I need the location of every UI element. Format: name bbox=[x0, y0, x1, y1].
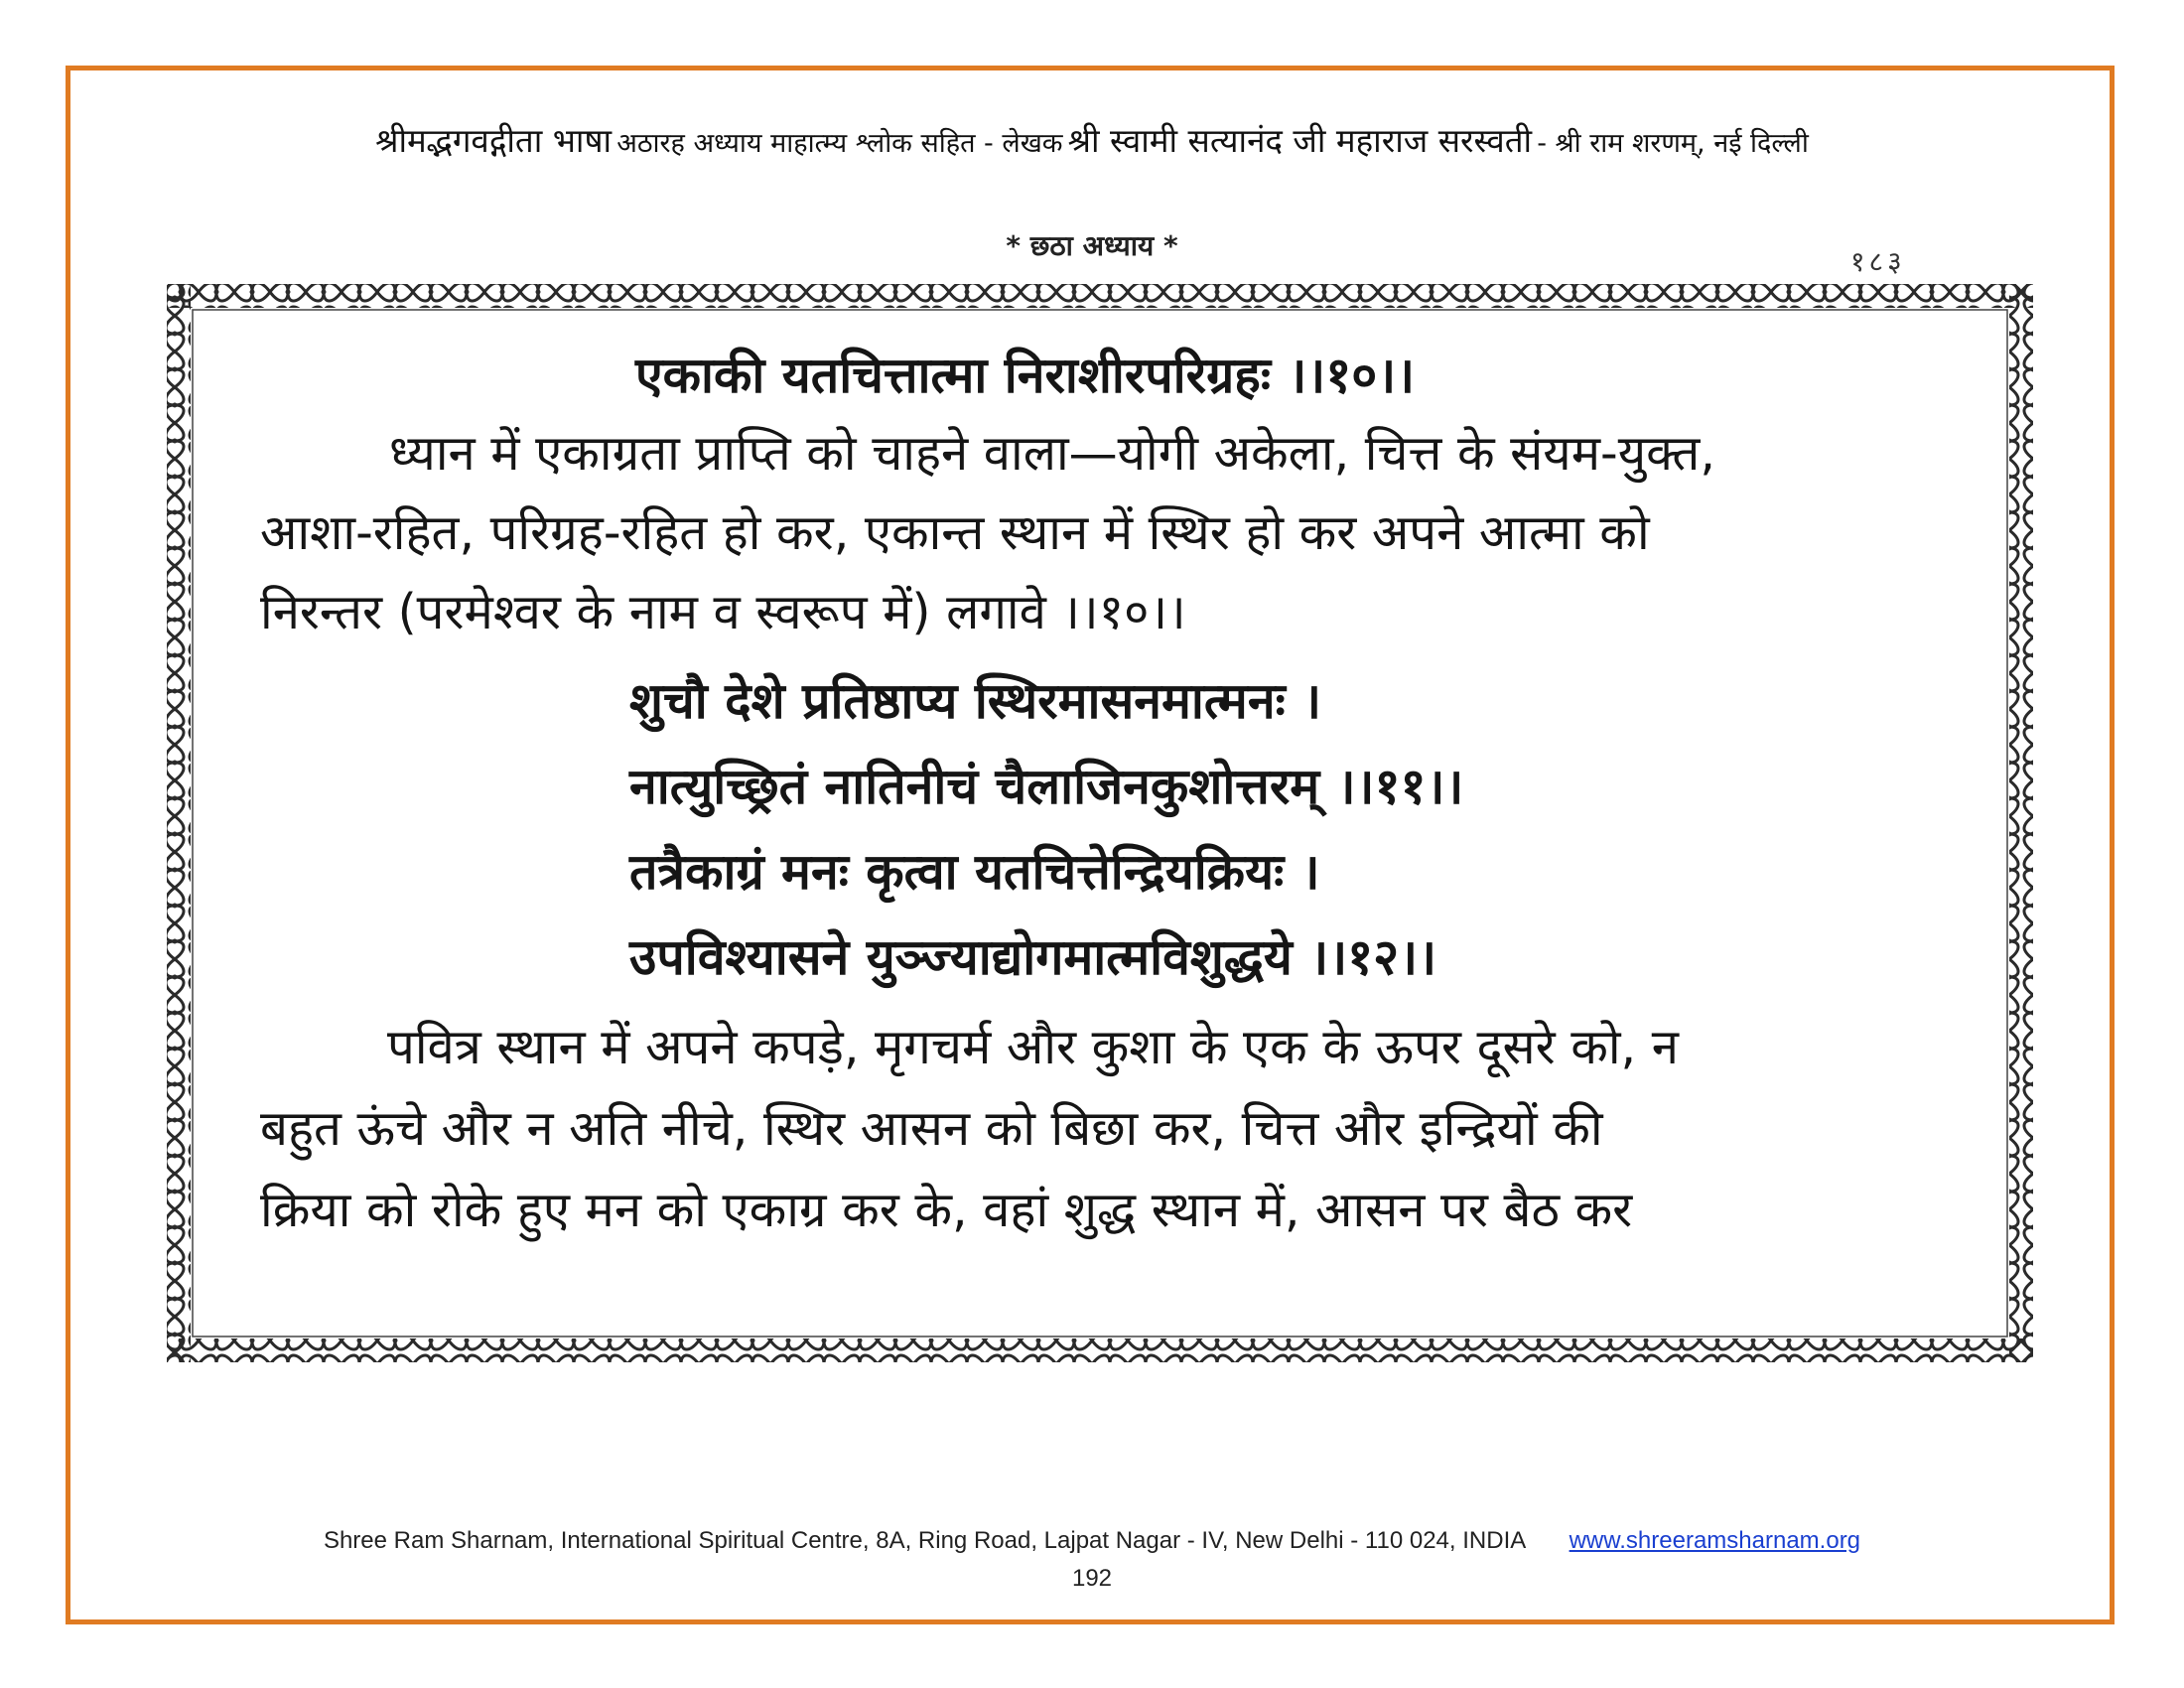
prose-line: पवित्र स्थान में अपने कपड़े, मृगचर्म और कुशा के एक के ऊपर दूसरे को, न bbox=[387, 1019, 1679, 1075]
footer-address: Shree Ram Sharnam, International Spiritual Centre, 8A, Ring Road, Lajpat Nagar - IV, New Delhi - 110 024, INDIA bbox=[323, 1527, 1525, 1554]
page-header bbox=[0, 117, 2184, 162]
page-footer bbox=[0, 1527, 2184, 1555]
header-publisher: - श्री राम शरणम्, नई दिल्ली bbox=[1537, 128, 1809, 159]
website-link[interactable]: www.shreeramsharnam.org bbox=[1569, 1527, 1861, 1554]
footer-page-number: 192 bbox=[1071, 1565, 1113, 1592]
verse-line: शुचौ देशे प्रतिष्ठाप्य स्थिरमासनमात्मनः । bbox=[629, 672, 1322, 730]
prose-line: क्रिया को रोके हुए मन को एकाग्र कर के, वहां शुद्ध स्थान में, आसन पर बैठ कर bbox=[260, 1182, 1633, 1238]
header-author: श्री स्वामी सत्यानंद जी महाराज सरस्वती bbox=[1067, 121, 1533, 160]
chapter-heading: * छठा अध्याय * bbox=[1006, 229, 1178, 262]
scan-page-number: १८३ bbox=[1850, 245, 1906, 278]
header-title-subtitle: अठारह अध्याय माहात्म्य श्लोक सहित - लेखक bbox=[616, 128, 1063, 159]
verse-line: उपविश्यासने युञ्ज्याद्योगमात्मविशुद्धये ।।१२।। bbox=[629, 928, 1437, 986]
verse-line: एकाकी यतचित्तात्मा निराशीरपरिग्रहः ।।१०।। bbox=[635, 347, 1416, 404]
header-title-main: श्रीमद्भगवद्गीता भाषा bbox=[375, 121, 613, 160]
prose-line: निरन्तर (परमेश्वर के नाम व स्वरूप में) लगावे ।।१०।। bbox=[260, 584, 1186, 640]
verse-line: नात्युच्छ्रितं नातिनीचं चैलाजिनकुशोत्तरम् ।।११।। bbox=[629, 758, 1464, 815]
verse-line: तत्रैकाग्रं मनः कृत्वा यतचित्तेन्द्रियक्रियः । bbox=[629, 843, 1320, 901]
prose-line: ध्यान में एकाग्रता प्राप्ति को चाहने वाला—योगी अकेला, चित्त के संयम-युक्त, bbox=[389, 425, 1715, 482]
prose-line: आशा-रहित, परिग्रह-रहित हो कर, एकान्त स्थान में स्थिर हो कर अपने आत्मा को bbox=[260, 504, 1650, 561]
prose-line: बहुत ऊंचे और न अति नीचे, स्थिर आसन को बिछा कर, चित्त और इन्द्रियों की bbox=[260, 1100, 1603, 1157]
